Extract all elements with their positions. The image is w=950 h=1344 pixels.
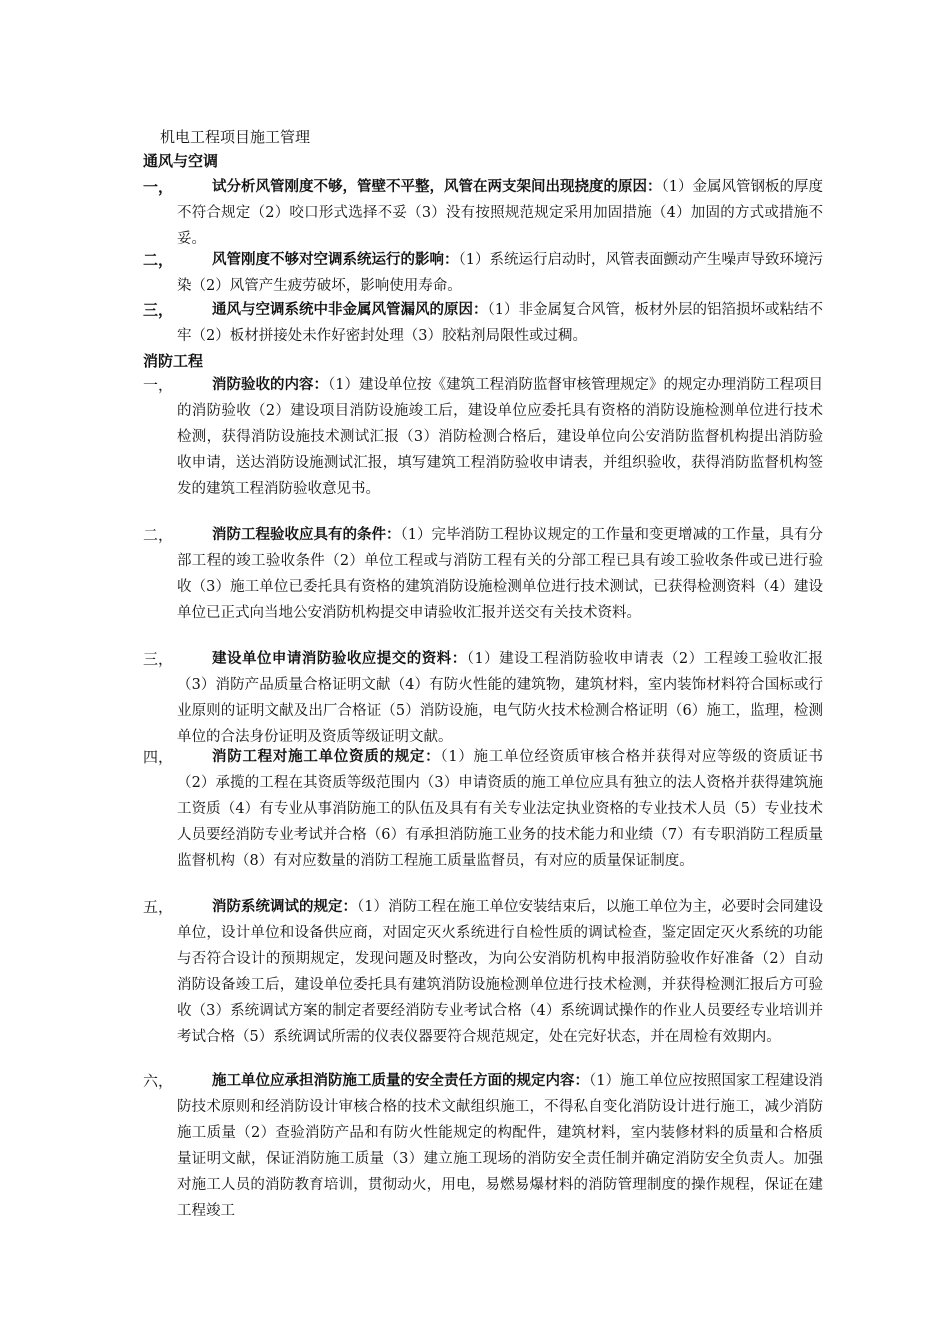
section-heading-hvac: 通风与空调 [143,152,219,170]
hvac-item-2 [143,247,823,299]
fire-item-2 [143,522,823,626]
item-lead: 建设单位申请消防验收应提交的资料： [212,650,467,667]
item-number: 三， [143,650,174,668]
item-number: 一， [143,376,174,394]
section-heading-fire: 消防工程 [143,352,204,370]
item-lead: 消防验收的内容： [212,376,329,393]
fire-item-5 [143,894,823,1050]
item-lead: 消防系统调试的规定： [212,898,358,915]
item-number: 一， [143,178,174,196]
item-body: （1）建设单位按《建筑工程消防监督审核管理规定》的规定办理消防工程项目的消防验收（2）建设项目消防设施竣工后，建设单位应委托具有资格的消防设施检测单位进行技术检测，获得消防设施技术测试汇报（3）消防检测合格后，建设单位向公安消防监督机构提出消防验收申请，送达消防设施测试汇报，填写建筑工程消防验收申请表，并组织验收，获得消防监督机构签发的建筑工程消防验收意见书。 [177,377,824,497]
item-text [177,744,823,874]
hvac-item-1 [143,174,823,252]
item-text [177,372,823,502]
item-text [177,297,823,349]
item-body: （1）消防工程在施工单位安装结束后，以施工单位为主，必要时会同建设单位，设计单位和设备供应商，对固定灭火系统进行自检性质的调试检查，鉴定固定灭火系统的功能与否符合设计的预期规定，发现问题及时整改，为向公安消防机构申报消防验收作好准备（2）自动消防设备竣工后，建设单位委托具有建筑消防设施检测单位进行技术检测，并获得检测汇报后方可验收（3）系统调试方案的制定者要经消防专业考试合格（4）系统调试操作的作业人员要经专业培训并考试合格（5）系统调试所需的仪表仪器要符合规范规定，处在完好状态，并在周检有效期内。 [177,899,823,1045]
item-text [177,247,823,299]
hvac-item-3 [143,297,823,349]
item-text [177,522,823,626]
fire-item-4 [143,744,823,874]
item-lead: 试分析风管刚度不够，管壁不平整，风管在两支架间出现挠度的原因： [212,178,662,195]
item-number: 五， [143,898,174,916]
item-lead: 通风与空调系统中非金属风管漏风的原因： [212,301,488,318]
fire-item-3 [143,646,823,750]
item-lead: 施工单位应承担消防施工质量的安全责任方面的规定内容： [212,1072,590,1089]
item-number: 六， [143,1072,174,1090]
item-text [177,646,823,750]
fire-item-6 [143,1068,823,1224]
item-number: 三， [143,301,174,319]
item-text [177,1068,823,1224]
item-text [177,174,823,252]
item-body: （1）系统运行启动时，风管表面颤动产生噪声导致环境污染（2）风管产生疲劳破坏，影响使用寿命。 [177,252,823,294]
item-body: （1）完毕消防工程协议规定的工作量和变更增减的工作量，具有分部工程的竣工验收条件（2）单位工程或与消防工程有关的分部工程已具有竣工验收条件或已进行验收（3）施工单位已委托具有资格的建筑消防设施检测单位进行技术测试，已获得检测资料（4）建设单位已正式向当地公安消防机构提交申请验收汇报并送交有关技术资料。 [177,527,823,621]
item-number: 二， [143,251,174,269]
item-number: 二， [143,526,174,544]
item-text [177,894,823,1050]
document-title: 机电工程项目施工管理 [160,128,311,146]
item-body: （1）施工单位应按照国家工程建设消防技术原则和经消防设计审核合格的技术文献组织施工，不得私自变化消防设计进行施工，减少消防施工质量（2）查验消防产品和有防火性能规定的构配件，建筑材料，室内装修材料的质量和合格质量证明文献，保证消防施工质量（3）建立施工现场的消防安全责任制并确定消防安全负责人。加强对施工人员的消防教育培训，贯彻动火，用电，易燃易爆材料的消防管理制度的操作规程，保证在建工程竣工 [177,1073,823,1219]
item-body: （1）建设工程消防验收申请表（2）工程竣工验收汇报（3）消防产品质量合格证明文献（4）有防火性能的建筑物，建筑材料，室内装饰材料符合国标或行业原则的证明文献及出厂合格证（5）消防设施，电气防火技术检测合格证明（6）施工，监理，检测单位的合法身份证明及资质等级证明文献。 [177,651,824,745]
item-number: 四， [143,748,174,766]
item-lead: 风管刚度不够对空调系统运行的影响： [212,251,459,268]
item-lead: 消防工程验收应具有的条件： [212,526,401,543]
item-body: （1）施工单位经资质审核合格并获得对应等级的资质证书（2）承揽的工程在其资质等级范围内（3）申请资质的施工单位应具有独立的法人资格并获得建筑施工资质（4）有专业从事消防施工的队伍及具有有关专业法定执业资格的专业技术人员（5）专业技术人员要经消防专业考试并合格（6）有承担消防施工业务的技术能力和业绩（7）有专职消防工程质量监督机构（8）有对应数量的消防工程施工质量监督员，有对应的质量保证制度。 [177,749,823,869]
item-body: （1）金属风管钢板的厚度不符合规定（2）咬口形式选择不妥（3）没有按照规范规定采用加固措施（4）加固的方式或措施不妥。 [177,179,823,247]
item-lead: 消防工程对施工单位资质的规定： [212,748,441,765]
item-body: （1）非金属复合风管，板材外层的铝箔损坏或粘结不牢（2）板材拼接处未作好密封处理（3）胶粘剂局限性或过稠。 [177,302,823,344]
fire-item-1 [143,372,823,502]
